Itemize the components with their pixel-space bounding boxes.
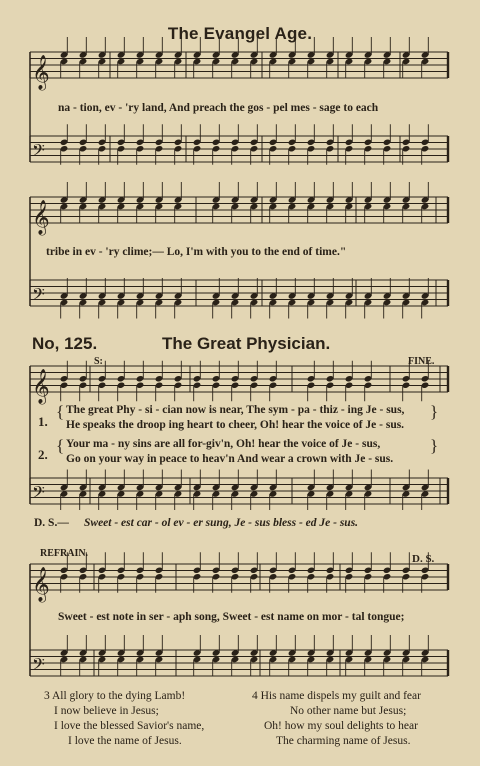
verse-2-brace-right: } (430, 436, 439, 455)
clef-icon: 𝄞 (32, 369, 50, 404)
clef-icon: 𝄢 (32, 654, 45, 678)
clef-icon: 𝄞 (32, 567, 50, 602)
clef-icon: 𝄞 (32, 200, 50, 235)
verse-1-line-a: The great Phy - si - cian now is near, The sym - pa - thiz - ing Je - sus, (66, 404, 405, 416)
top-lyric-line-2: tribe in ev - 'ry clime;— Lo, I'm with you to the end of time." (46, 246, 347, 258)
top-hymn-title: The Evangel Age. (167, 24, 313, 43)
verse-3-line-1: 3 All glory to the dying Lamb! (44, 690, 186, 702)
verse-3 (44, 689, 204, 749)
verse-1-line-b: He speaks the droop ing heart to cheer, Oh! hear the voice of Je - sus. (66, 419, 405, 431)
ds-label: D. S.— (34, 517, 69, 529)
clef-icon: 𝄞 (32, 55, 50, 90)
ds-label-2: D. S. (412, 553, 435, 565)
verse-2-brace-left: { (56, 436, 65, 455)
clef-icon: 𝄢 (32, 284, 45, 308)
verse-4 (252, 689, 421, 749)
verse-1-number: 1. (38, 414, 48, 429)
verse-2-line-a: Your ma - ny sins are all for-giv'n, Oh! hear the voice of Je - sus, (66, 438, 381, 450)
verse-4-line-1: 4 His name dispels my guilt and fear (252, 690, 421, 702)
verse-2-number: 2. (38, 447, 48, 462)
verse-1-brace-right: } (430, 402, 439, 421)
hymn-title: The Great Physician. (162, 334, 331, 353)
verse-4-line-4: The charming name of Jesus. (276, 735, 411, 747)
clef-icon: 𝄢 (32, 140, 45, 164)
verse-1-brace-left: { (56, 402, 65, 421)
verse-4-line-2: No other name but Jesus; (290, 705, 407, 717)
ds-lyric-line: Sweet - est car - ol ev - er sung, Je - sus bless - ed Je - sus. (84, 517, 359, 529)
clef-icon: 𝄢 (32, 482, 45, 506)
segno-mark: S: (94, 356, 103, 367)
hymn-number: No, 125. (32, 334, 98, 353)
refrain-label: REFRAIN. (40, 548, 89, 559)
refrain-lyric-line: Sweet - est note in ser - aph song, Sweet - est name on mor - tal tongue; (58, 611, 405, 623)
verse-2-line-b: Go on your way in peace to heav'n And wear a crown with Je - sus. (66, 453, 394, 465)
verse-3-line-4: I love the name of Jesus. (68, 735, 182, 747)
verse-3-line-2: I now believe in Jesus; (54, 705, 159, 717)
fine-label: FINE. (408, 356, 435, 367)
verse-4-line-3: Oh! how my soul delights to hear (264, 720, 418, 732)
top-lyric-line-1: na - tion, ev - 'ry land, And preach the gos - pel mes - sage to each (58, 102, 379, 114)
verse-3-line-3: I love the blessed Savior's name, (54, 720, 205, 732)
